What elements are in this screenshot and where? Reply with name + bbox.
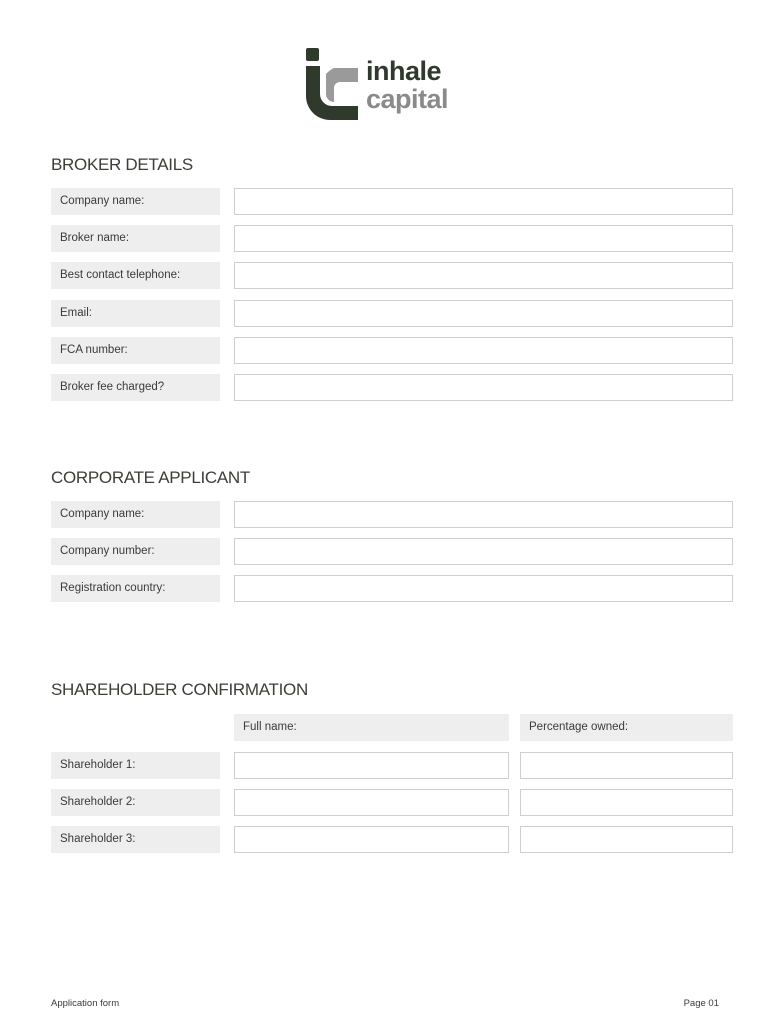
logo-text-inhale: inhale (366, 56, 442, 86)
broker-name-label: Broker name: (51, 225, 220, 252)
broker-fca-number-label: FCA number: (51, 337, 220, 364)
shareholder-1-full-name-field[interactable] (234, 752, 509, 779)
broker-email-field[interactable] (234, 300, 733, 327)
shareholder-3-label: Shareholder 3: (51, 826, 220, 853)
percentage-owned-column-header: Percentage owned: (520, 714, 733, 741)
broker-company-name-label: Company name: (51, 188, 220, 215)
shareholder-3-percentage-field[interactable] (520, 826, 733, 853)
broker-fee-field[interactable] (234, 374, 733, 401)
broker-telephone-field[interactable] (234, 262, 733, 289)
logo (304, 46, 469, 124)
ic-monogram-icon (304, 46, 366, 124)
applicant-company-name-label: Company name: (51, 501, 220, 528)
applicant-registration-country-field[interactable] (234, 575, 733, 602)
shareholder-3-full-name-field[interactable] (234, 826, 509, 853)
shareholder-1-label: Shareholder 1: (51, 752, 220, 779)
applicant-company-name-field[interactable] (234, 501, 733, 528)
shareholder-1-percentage-field[interactable] (520, 752, 733, 779)
broker-details-title: BROKER DETAILS (51, 155, 193, 174)
broker-fca-number-field[interactable] (234, 337, 733, 364)
broker-email-label: Email: (51, 300, 220, 327)
broker-telephone-label: Best contact telephone: (51, 262, 220, 289)
applicant-company-number-label: Company number: (51, 538, 220, 565)
full-name-column-header: Full name: (234, 714, 509, 741)
shareholder-confirmation-title: SHAREHOLDER CONFIRMATION (51, 680, 308, 699)
broker-fee-label: Broker fee charged? (51, 374, 220, 401)
shareholder-2-full-name-field[interactable] (234, 789, 509, 816)
footer-page-number: Page 01 (683, 998, 719, 1009)
footer-document-name: Application form (51, 998, 120, 1009)
broker-company-name-field[interactable] (234, 188, 733, 215)
logo-text-capital: capital (366, 84, 449, 114)
applicant-registration-country-label: Registration country: (51, 575, 220, 602)
applicant-company-number-field[interactable] (234, 538, 733, 565)
shareholder-2-percentage-field[interactable] (520, 789, 733, 816)
shareholder-2-label: Shareholder 2: (51, 789, 220, 816)
broker-name-field[interactable] (234, 225, 733, 252)
corporate-applicant-title: CORPORATE APPLICANT (51, 468, 250, 487)
